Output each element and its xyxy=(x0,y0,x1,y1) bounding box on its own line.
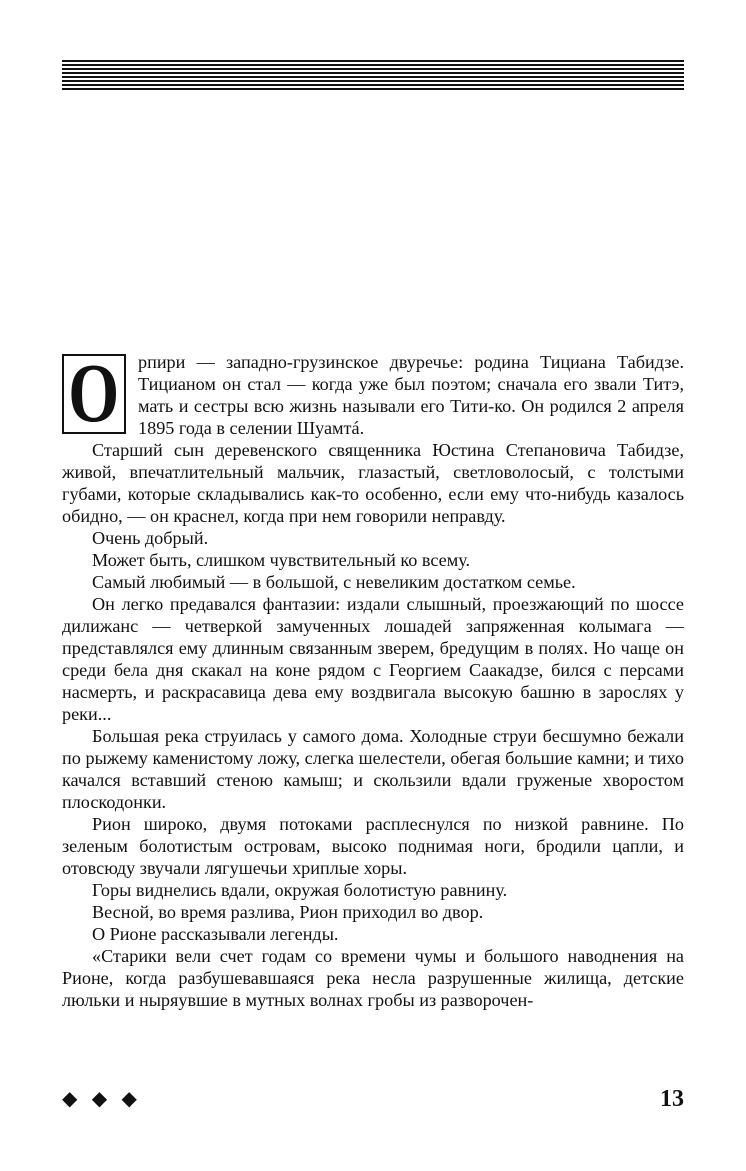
paragraph-10: Весной, во время разлива, Рион приходил во двор. xyxy=(92,902,484,922)
paragraph-8: Рион широко, двумя потоками расплеснулся по низкой равнине. По зеленым болотистым островам, высоко поднимая ноги, бродили цапли, и отовсюду звучали лягушечьи хриплые хоры. xyxy=(62,814,684,878)
header-rule-ornament xyxy=(62,60,684,90)
paragraph-2: Старший сын деревенского священника Юстина Степановича Табидзе, живой, впечатлительный мальчик, глазастый, светловолосый, с толстыми губами, которые складывались как-то особенно, если ему что-нибудь казалось обидно, — он краснел, когда при нем говорили неправду. xyxy=(62,440,684,526)
paragraph-11: О Рионе рассказывали легенды. xyxy=(92,924,339,944)
paragraph-1: рпири — западно-грузинское двуречье: родина Тициана Табидзе. Тицианом он стал — когда уже был поэтом; сначала его звали Титэ, мать и сестры всю жизнь называли его Тити-ко. Он родился 2 апреля 1895 года в селении Шуамтá. xyxy=(138,352,684,438)
paragraph-6: Он легко предавался фантазии: издали слышный, проезжающий по шоссе дилижанс — четверкой замученных лошадей запряженная колымага — представлялся ему длинным связанным зверем, бредущим в полях. Но чаще он среди бела дня скакал на коне рядом с Георгием Саакадзе, бился с персами насмерть, и раскрасавица дева ему воздвигала высокую башню в зарослях у реки... xyxy=(62,594,684,724)
footer-diamonds-ornament: ◆ ◆ ◆ xyxy=(62,1086,141,1110)
paragraph-7: Большая река струилась у самого дома. Холодные струи бесшумно бежали по рыжему каменистому ложу, слегка шелестели, обегая большие камни; и тихо качался вставший стеною камыш; и скользили вдали груженые хворостом плоскодонки. xyxy=(62,726,684,812)
paragraph-9: Горы виднелись вдали, окружая болотистую равнину. xyxy=(92,880,508,900)
paragraph-12: «Старики вели счет годам со времени чумы и большого наводнения на Рионе, когда разбушевавшаяся река несла разрушенные жилища, детские люльки и ныряувшие в мутных волнах гробы из разворочен- xyxy=(62,946,684,1010)
drop-cap xyxy=(62,347,126,440)
paragraph-4: Может быть, слишком чувствительный ко всему. xyxy=(92,550,471,570)
main-text xyxy=(62,347,684,1011)
drop-cap-letter: О xyxy=(68,347,120,440)
paragraph-5: Самый любимый — в большой, с невеликим достатком семье. xyxy=(92,572,576,592)
paragraph-3: Очень добрый. xyxy=(92,528,209,548)
page-number: 13 xyxy=(660,1086,684,1112)
